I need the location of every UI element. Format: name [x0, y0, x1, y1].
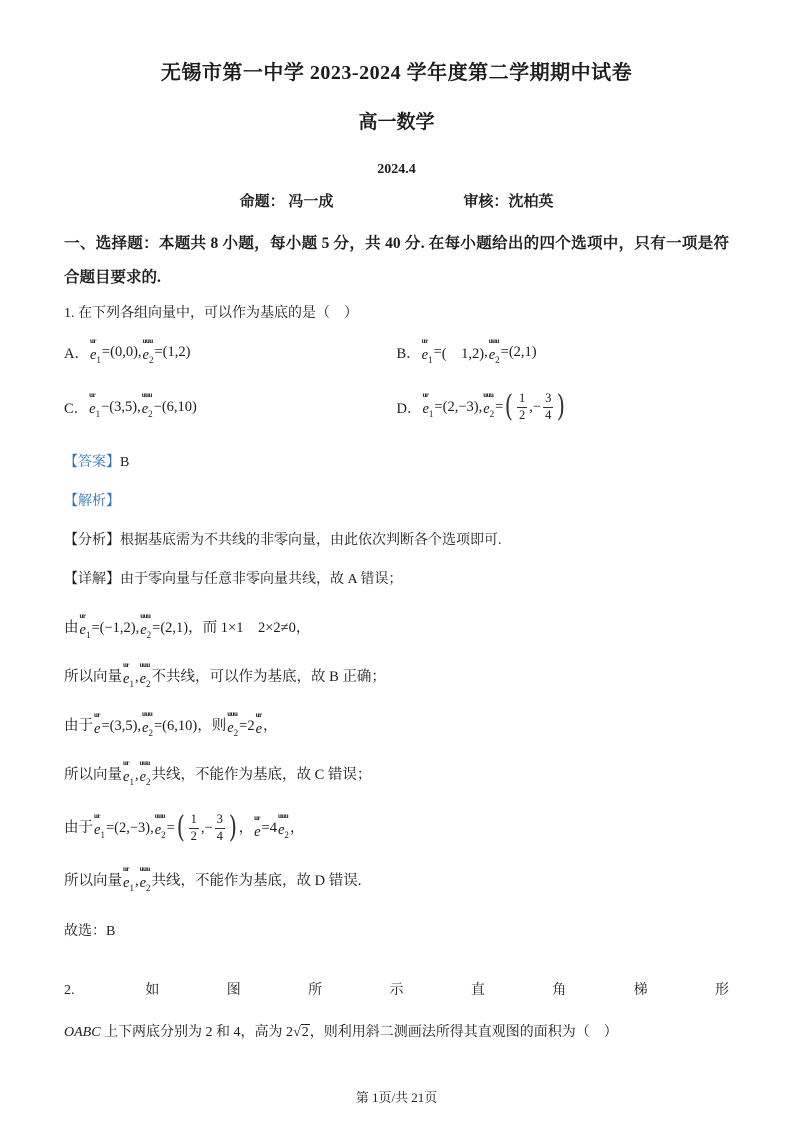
detail-line: 所以向量 ur $e_1$ , uuu $e_2$ 不共线，可以作为基底，故 B 正确； [64, 661, 386, 690]
exam-date: 2024.4 [377, 162, 416, 177]
section-1-heading: 一、选择题：本题共 8 小题，每小题 5 分，共 40 分. 在每小题给出的四个选项中，只有一项是符合题目要求的. [64, 235, 729, 286]
detail-line: 由于 ur $e_1$ = (2,−3) , uuu $e_2$ = ( $\frac{1}{2}$ ,− $\frac{3}{4}$ ) ， ur e =4 uuu $e_2$ ， [64, 810, 305, 846]
option-b: B． ur $e_1$ = ( 1,2) , uuu $e_2$ = (2,1) [396, 337, 537, 365]
detail-line: 所以向量 ur $e_1$ , uuu $e_2$ 共线，不能作为基底，故 D 错误. [64, 865, 362, 894]
detail-line: 所以向量 ur $e_1$ , uuu $e_2$ 共线，不能作为基底，故 C 错误； [64, 759, 372, 788]
answer-line [64, 452, 729, 474]
answer-label: 【答案】 [64, 455, 120, 471]
page-footer: 第 1页/共 21页 [355, 1090, 438, 1105]
detail-line: 由于 ur e = (3,5) , uuu $e_2$ = (6,10) ，则 uuu $e_2$ =2 ur e ， [64, 710, 278, 739]
conclusion-line: 故选：B [64, 924, 116, 940]
option-a: A． ur $e_1$ = (0,0) , uuu $e_2$ = (1,2) [64, 337, 191, 365]
jiexi-line [64, 491, 729, 513]
jiexi-label: 【解析】 [64, 494, 120, 510]
exam-meta-row [64, 190, 729, 211]
question-2-stem: 2. 如图所示直角梯形OABC 上下两底分别为 2 和 4，高为 2√2，则利用斜二测画法所得其直观图的面积为（ ） [64, 983, 729, 1041]
question-1-stem: 1. 在下列各组向量中，可以作为基底的是（ ） [64, 306, 358, 321]
option-d: D． ur $e_1$ = (2,−3) , uuu $e_2$ = ( $\frac{1}{2}$ ,− $\frac{3}{4}$ ) [396, 389, 566, 425]
setter-name: 命题： 冯一成 [239, 194, 334, 210]
answer-value: B [120, 455, 130, 471]
fenxi-line: 【分析】根据基底需为不共线的非零向量，由此依次判断各个选项即可. [64, 533, 502, 549]
question-1-options [64, 329, 729, 435]
reviewer-name: 审核：沈柏英 [463, 194, 554, 210]
option-c: C． ur $e_1$ − (3,5) , uuu $e_2$ − (6,10) [64, 391, 197, 419]
xiangjie-intro-line: 【详解】由于零向量与任意非零向量共线，故 A 错误； [64, 572, 403, 588]
page-title: 无锡市第一中学 2023-2024 学年度第二学期期中试卷 [160, 62, 633, 84]
detail-line: 由 ur $e_1$ = (−1,2) , uuu $e_2$ = (2,1) ，而 1×1 2×2≠0， [64, 612, 311, 641]
subject-subtitle: 高一数学 [358, 112, 435, 133]
